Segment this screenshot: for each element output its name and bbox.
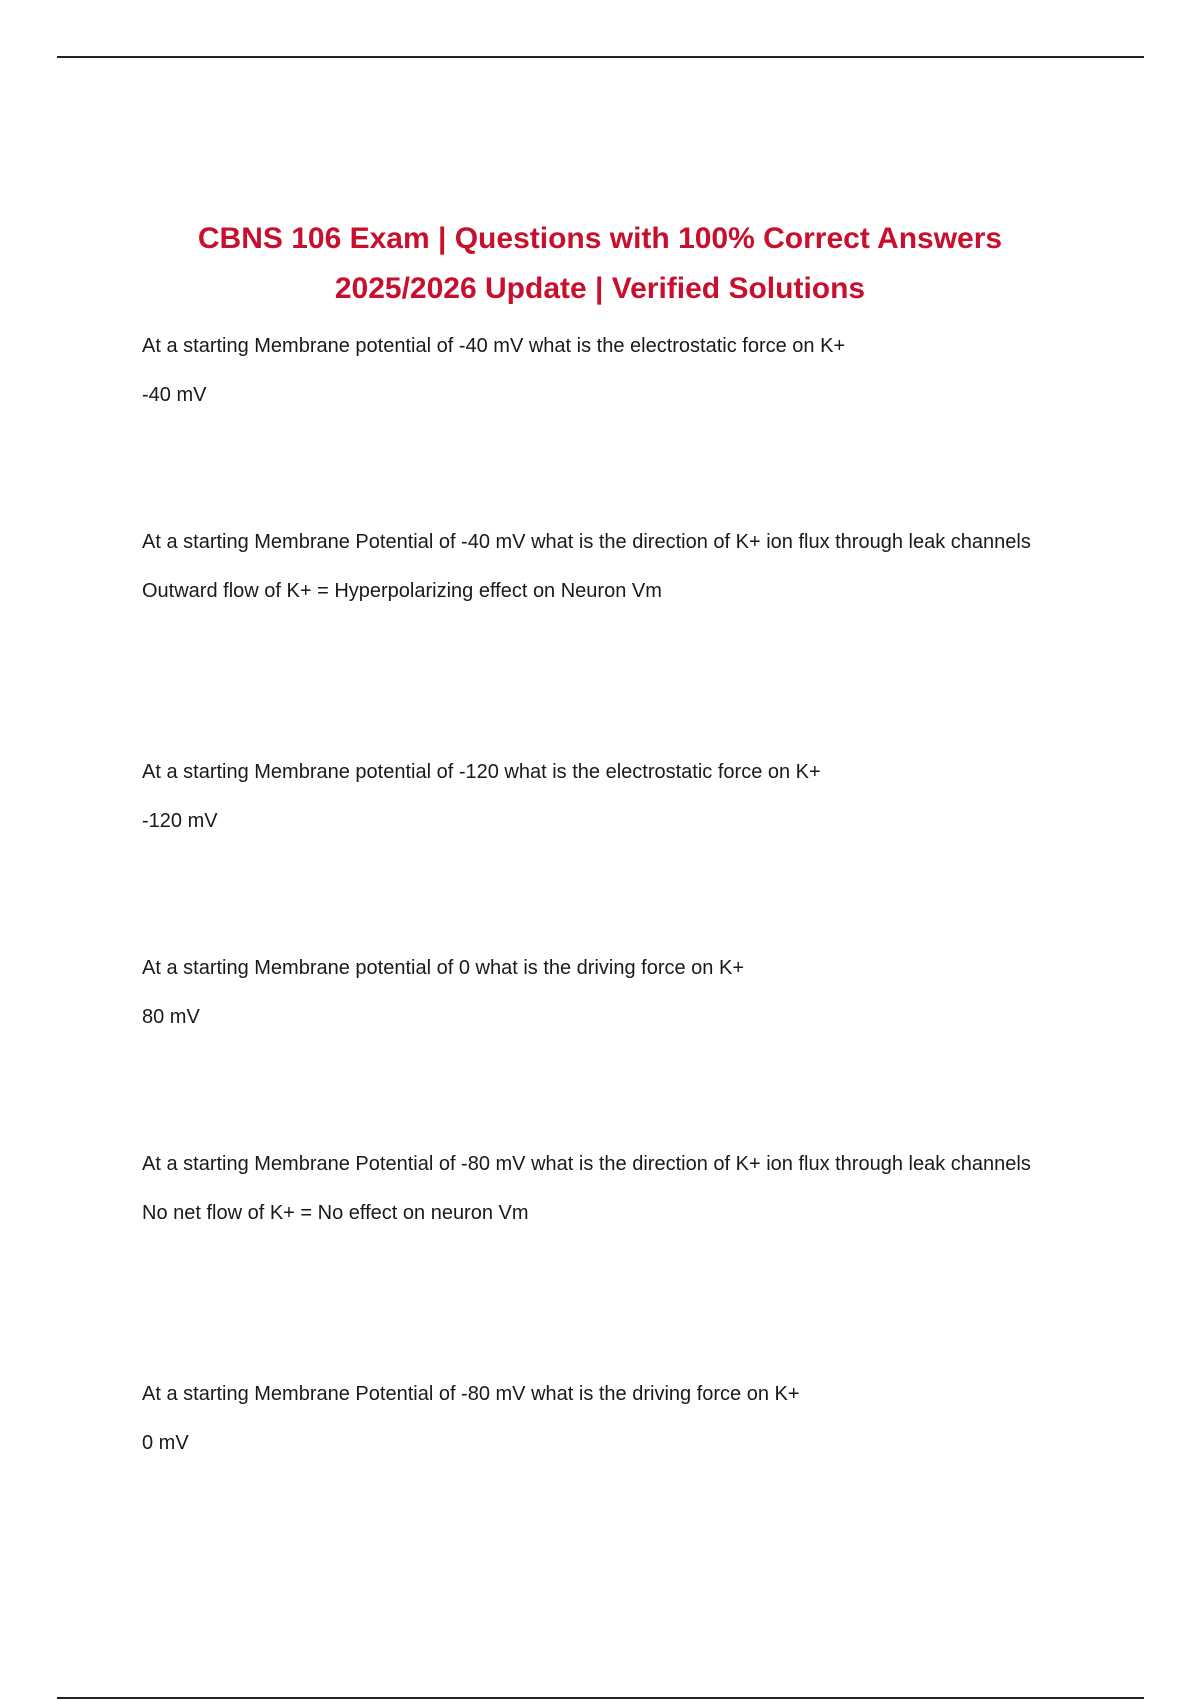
- answer-3: -120 mV: [142, 810, 218, 832]
- qa-item-1: [142, 330, 1042, 412]
- question-2: At a starting Membrane Potential of -40 mV what is the direction of K+ ion flux through leak channels: [142, 531, 1031, 553]
- document-title-line-1: CBNS 106 Exam | Questions with 100% Correct Answers: [197, 222, 1003, 255]
- qa-item-2: [142, 526, 1042, 608]
- answer-2: Outward flow of K+ = Hyperpolarizing effect on Neuron Vm: [142, 580, 662, 602]
- qa-item-4: [142, 952, 1042, 1034]
- answer-4: 80 mV: [142, 1006, 200, 1028]
- qa-item-3: [142, 756, 1042, 838]
- question-4: At a starting Membrane potential of 0 what is the driving force on K+: [142, 957, 744, 979]
- footer-rule: [57, 1697, 1144, 1699]
- qa-item-5: [142, 1148, 1042, 1230]
- answer-6: 0 mV: [142, 1432, 189, 1454]
- document-title: [100, 214, 1100, 314]
- qa-item-6: [142, 1378, 1042, 1460]
- question-6: At a starting Membrane Potential of -80 mV what is the driving force on K+: [142, 1383, 800, 1405]
- question-1: At a starting Membrane potential of -40 mV what is the electrostatic force on K+: [142, 335, 846, 357]
- question-3: At a starting Membrane potential of -120 what is the electrostatic force on K+: [142, 761, 821, 783]
- document-title-line-2: 2025/2026 Update | Verified Solutions: [334, 272, 866, 305]
- header-rule: [57, 56, 1144, 58]
- answer-5: No net flow of K+ = No effect on neuron Vm: [142, 1202, 529, 1224]
- answer-1: -40 mV: [142, 384, 207, 406]
- question-5: At a starting Membrane Potential of -80 mV what is the direction of K+ ion flux through leak channels: [142, 1153, 1031, 1175]
